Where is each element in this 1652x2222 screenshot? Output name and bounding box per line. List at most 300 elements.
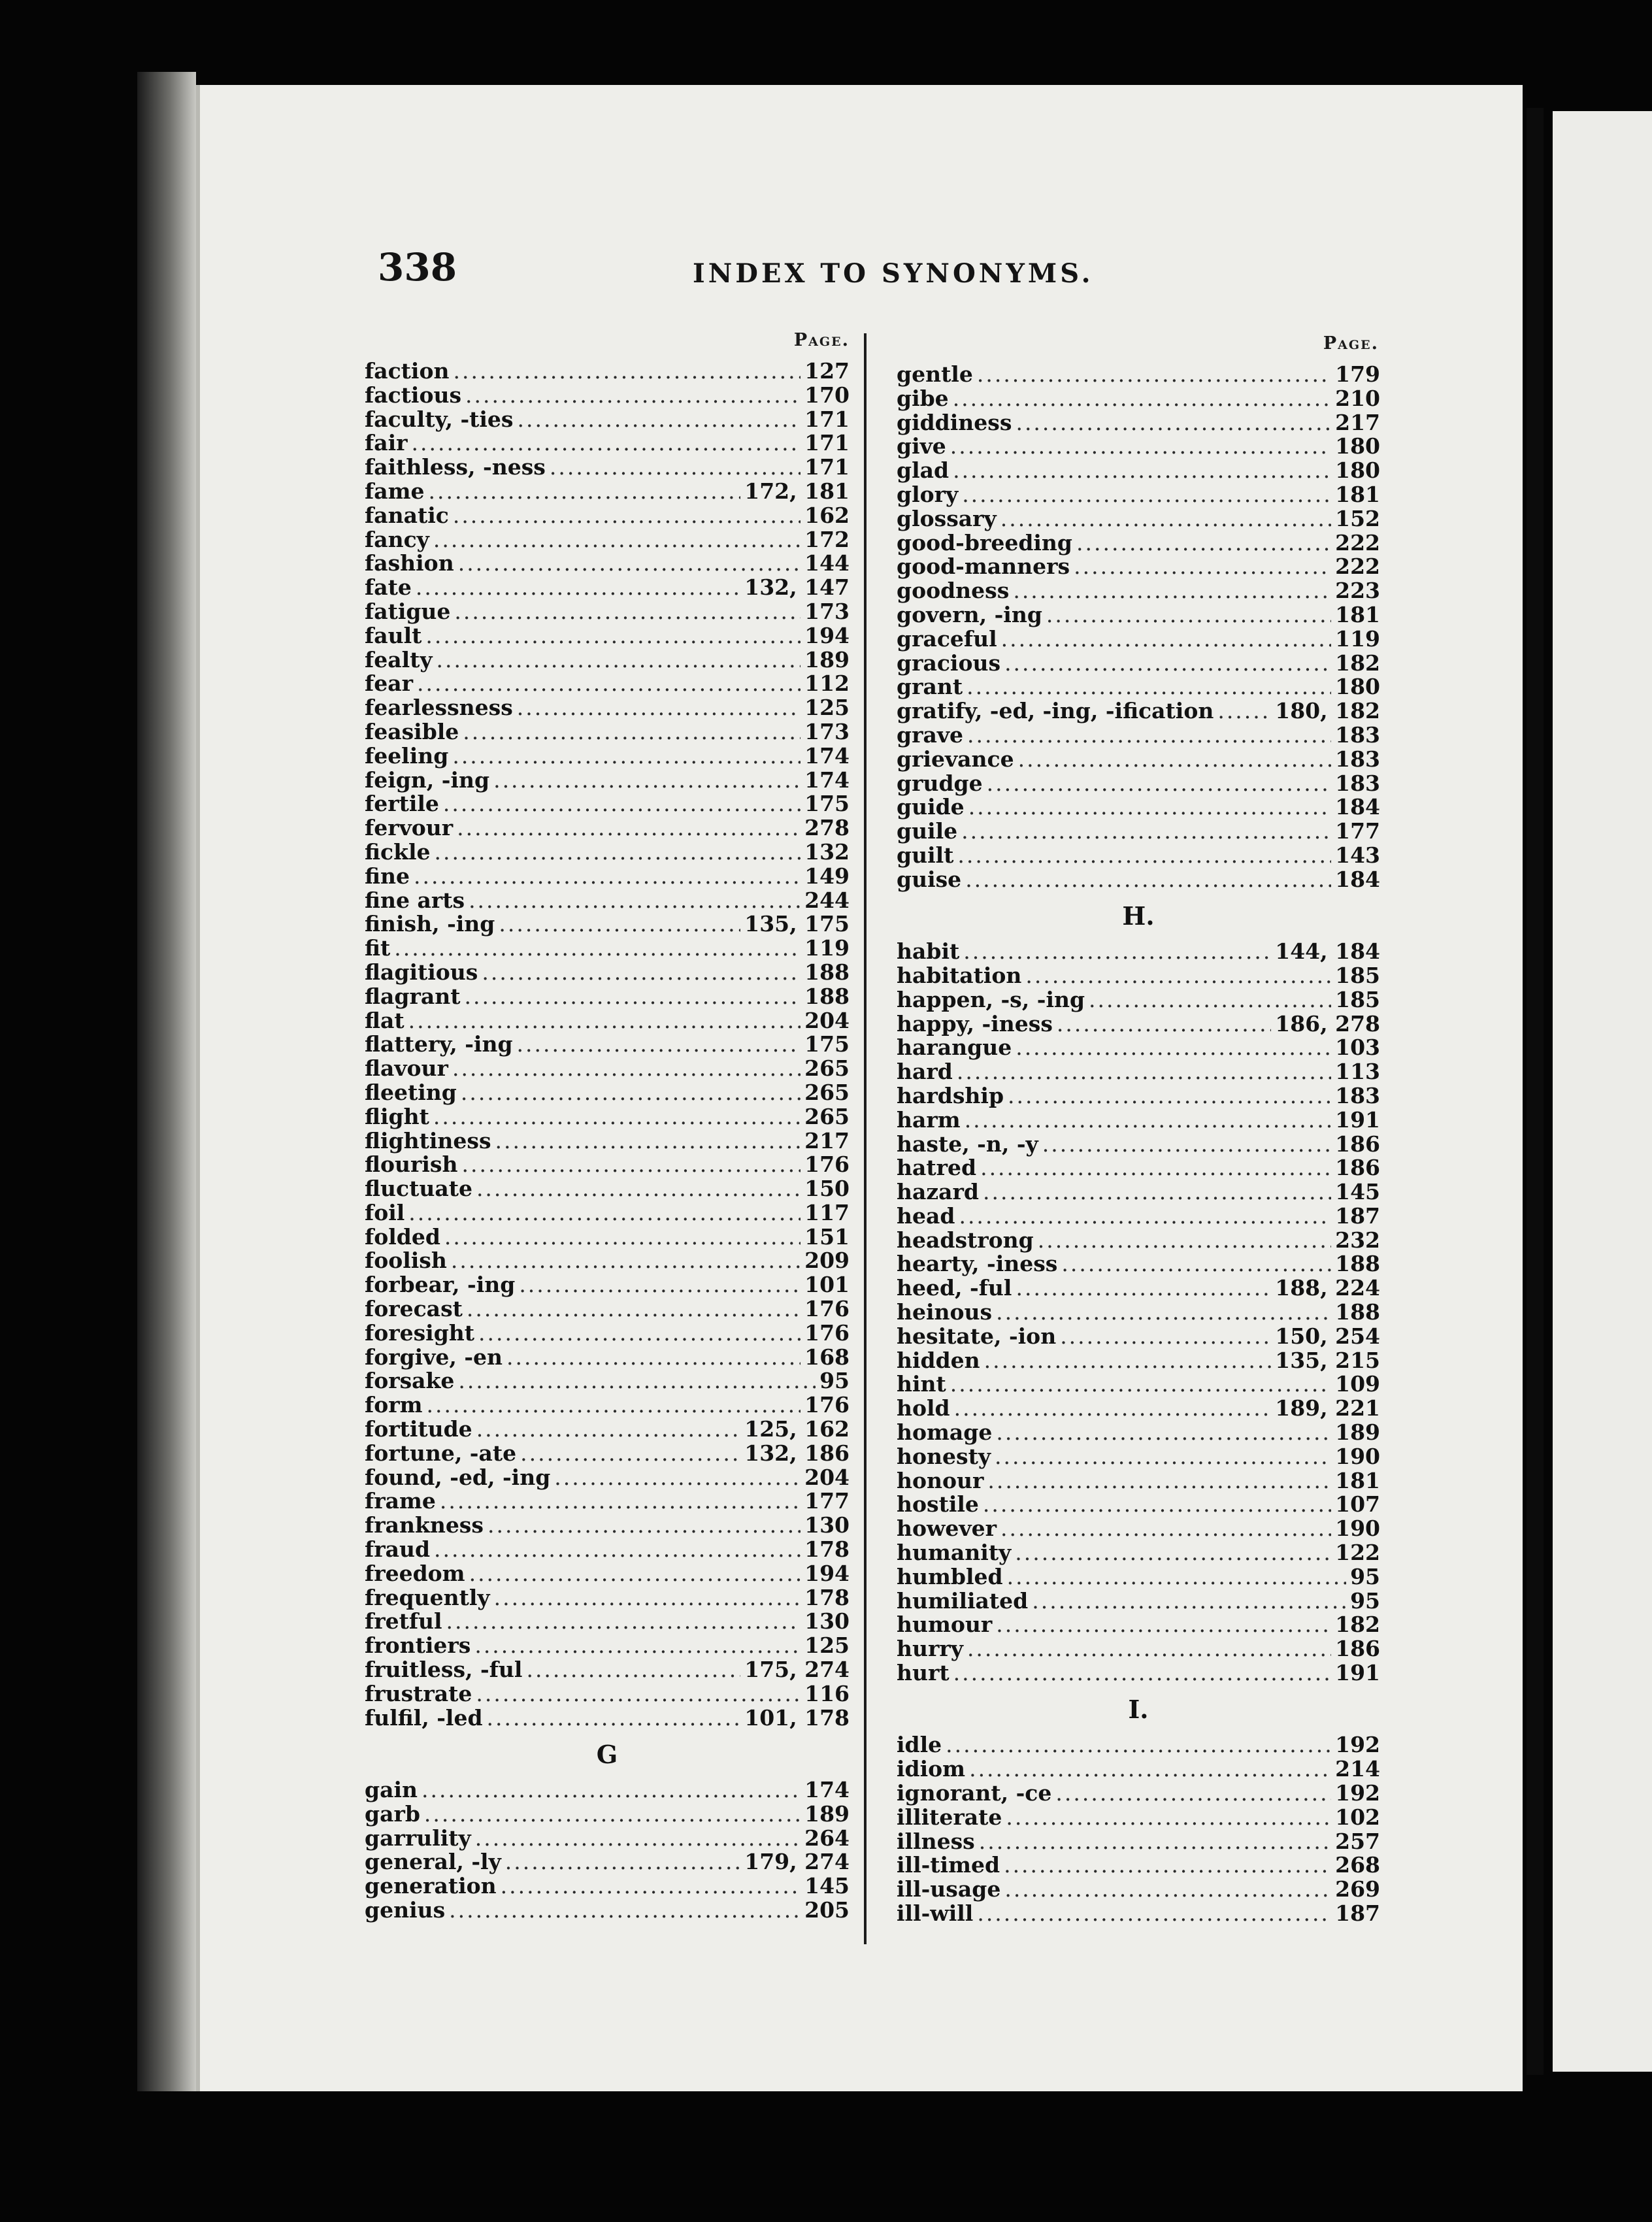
index-entry [365, 456, 850, 480]
adjacent-page-edge [1553, 111, 1652, 2072]
entry-term: feeling [365, 742, 449, 769]
column-divider [864, 333, 867, 1944]
entry-pages: 125 [804, 1633, 850, 1659]
entry-pages: 223 [1335, 578, 1380, 604]
index-entry [897, 555, 1380, 579]
entry-pages: 171 [804, 430, 850, 456]
leader-dots [476, 1418, 741, 1442]
index-entry [365, 792, 850, 816]
entry-pages: 232 [1335, 1227, 1380, 1253]
entry-term: faction [365, 358, 450, 384]
entry-pages: 205 [804, 1897, 850, 1923]
index-entry [897, 1060, 1380, 1084]
entry-pages: 144, 184 [1275, 938, 1380, 965]
index-entry [897, 1589, 1380, 1614]
entry-term: fertile [365, 791, 439, 817]
index-entry [897, 795, 1380, 820]
index-entry [365, 1706, 850, 1731]
leader-dots [1057, 1012, 1271, 1036]
entry-pages: 127 [804, 358, 850, 384]
index-entry [897, 1853, 1380, 1878]
leader-dots [1217, 699, 1271, 723]
entry-term: fame [365, 478, 425, 504]
leader-dots [478, 1321, 801, 1346]
entry-term: hold [897, 1395, 950, 1421]
index-entry [897, 1349, 1380, 1373]
leader-dots [461, 1081, 801, 1105]
entry-term: humbled [897, 1563, 1003, 1589]
entry-pages: 181 [1335, 481, 1380, 507]
leader-dots [1060, 1325, 1271, 1349]
index-entry [897, 1084, 1380, 1108]
index-entry [365, 1369, 850, 1393]
index-entry [365, 480, 850, 504]
index-entry [365, 359, 850, 384]
entry-term: flourish [365, 1152, 458, 1178]
index-entry [365, 889, 850, 913]
page-column-label-left: Page. [793, 330, 850, 350]
index-entry [897, 1108, 1380, 1133]
leader-dots [983, 1180, 1331, 1204]
index-entry [365, 1874, 850, 1899]
index-entry [365, 1009, 850, 1033]
entry-term: hurry [897, 1636, 963, 1662]
entry-term: flagrant [365, 983, 461, 1009]
entry-term: harm [897, 1106, 961, 1133]
leader-dots [495, 1129, 801, 1153]
entry-pages: 150 [804, 1176, 850, 1202]
entry-term: guilt [897, 842, 954, 868]
leader-dots [965, 1108, 1331, 1133]
leader-dots [554, 1466, 801, 1490]
index-entry [897, 1902, 1380, 1926]
leader-dots [493, 769, 801, 793]
entry-term: flattery, -ing [365, 1031, 513, 1057]
entry-term: hostile [897, 1491, 979, 1517]
entry-term: flightiness [365, 1127, 491, 1153]
entry-pages: 265 [804, 1055, 850, 1082]
leader-dots [494, 1586, 801, 1610]
entry-term: good-breeding [897, 529, 1072, 556]
index-entry [365, 1129, 850, 1153]
entry-term: hidden [897, 1347, 980, 1373]
index-entry [897, 868, 1380, 892]
index-entry [365, 504, 850, 528]
entry-pages: 173 [804, 718, 850, 744]
index-entry [897, 652, 1380, 676]
entry-term: fate [365, 574, 412, 601]
entry-pages: 177 [1335, 818, 1380, 844]
running-title: INDEX TO SYNONYMS. [693, 258, 1094, 289]
entry-pages: 112 [804, 671, 850, 697]
entry-pages: 175 [804, 1031, 850, 1057]
leader-dots [969, 1757, 1331, 1782]
leader-dots [1076, 531, 1331, 556]
index-entry [365, 431, 850, 456]
leader-dots [1004, 1853, 1331, 1878]
entry-term: hurt [897, 1660, 950, 1686]
entry-pages: 176 [804, 1296, 850, 1322]
entry-pages: 175 [804, 791, 850, 817]
leader-dots [1013, 579, 1331, 603]
index-entry [365, 1466, 850, 1490]
entry-term: flavour [365, 1055, 448, 1082]
leader-dots [427, 1393, 801, 1418]
leader-dots [953, 1661, 1331, 1685]
leader-dots [433, 1105, 801, 1129]
entry-term: fickle [365, 838, 431, 865]
entry-term: headstrong [897, 1227, 1034, 1253]
entry-pages: 185 [1335, 962, 1380, 988]
index-entry [897, 1325, 1380, 1349]
entry-term: fortitude [365, 1416, 472, 1442]
leader-dots [414, 865, 801, 889]
entry-term: fanatic [365, 502, 449, 528]
leader-dots [434, 840, 801, 865]
index-entry [897, 699, 1380, 723]
leader-dots [476, 1177, 801, 1201]
entry-pages: 101, 178 [744, 1704, 850, 1731]
index-entry [365, 1586, 850, 1610]
index-entry [365, 384, 850, 408]
entry-pages: 103 [1335, 1035, 1380, 1061]
index-entry [897, 579, 1380, 603]
entry-pages: 194 [804, 1560, 850, 1586]
entry-term: fleeting [365, 1079, 457, 1105]
leader-dots [968, 795, 1331, 820]
entry-pages: 178 [804, 1536, 850, 1563]
entry-term: giddiness [897, 409, 1012, 435]
entry-pages: 174 [804, 767, 850, 793]
entry-pages: 183 [1335, 746, 1380, 772]
entry-pages: 149 [804, 863, 850, 889]
leader-dots [452, 744, 801, 769]
leader-dots [518, 408, 801, 432]
entry-pages: 244 [804, 887, 850, 913]
entry-term: hesitate, -ion [897, 1323, 1057, 1349]
entry-pages: 113 [1335, 1059, 1380, 1085]
index-entry [365, 648, 850, 672]
index-entry [897, 1806, 1380, 1830]
index-entry [897, 1613, 1380, 1637]
entry-pages: 188 [804, 983, 850, 1009]
leader-dots [953, 459, 1331, 483]
entry-pages: 186, 278 [1275, 1010, 1380, 1036]
entry-pages: 186 [1335, 1155, 1380, 1181]
leader-dots [452, 1057, 801, 1081]
entry-pages: 184 [1335, 866, 1380, 892]
index-entry [365, 552, 850, 576]
index-entry [897, 363, 1380, 387]
entry-term: forsake [365, 1368, 455, 1394]
entry-term: fine [365, 863, 410, 889]
entry-term: heinous [897, 1299, 993, 1325]
index-entry [897, 1469, 1380, 1493]
index-entry [897, 603, 1380, 627]
entry-term: fatigue [365, 598, 451, 624]
leader-dots [467, 1297, 801, 1321]
leader-dots [977, 363, 1331, 387]
leader-dots [950, 1372, 1331, 1397]
entry-pages: 182 [1335, 650, 1380, 676]
entry-term: humanity [897, 1540, 1012, 1566]
index-entry [365, 1538, 850, 1562]
entry-pages: 188 [1335, 1251, 1380, 1277]
leader-dots [984, 1349, 1272, 1373]
leader-dots [444, 1225, 801, 1250]
entry-term: hearty, -iness [897, 1251, 1058, 1277]
leader-dots [453, 504, 801, 528]
entry-pages: 95 [1350, 1563, 1380, 1589]
entry-term: give [897, 433, 946, 459]
entry-pages: 264 [804, 1825, 850, 1851]
entry-term: ill-will [897, 1900, 974, 1926]
leader-dots [487, 1706, 741, 1731]
leader-dots [433, 528, 801, 552]
entry-pages: 187 [1335, 1202, 1380, 1229]
entry-term: fraud [365, 1536, 431, 1563]
entry-pages: 265 [804, 1079, 850, 1105]
index-entry [365, 1802, 850, 1827]
leader-dots [995, 1445, 1331, 1469]
leader-dots [1042, 1133, 1331, 1157]
leader-dots [408, 1009, 801, 1033]
entry-term: glory [897, 481, 959, 507]
entry-term: fealty [365, 646, 433, 672]
section-heading-i: I. [1128, 1695, 1149, 1725]
leader-dots [487, 1514, 801, 1538]
entry-term: genius [365, 1897, 446, 1923]
section-heading-h: H. [1122, 901, 1155, 931]
entry-term: frankness [365, 1512, 484, 1538]
index-entry [365, 1273, 850, 1297]
entry-pages: 191 [1335, 1106, 1380, 1133]
entry-pages: 183 [1335, 721, 1380, 748]
entry-term: head [897, 1202, 955, 1229]
leader-dots [437, 648, 801, 672]
index-entry [365, 1418, 850, 1442]
entry-pages: 175, 274 [744, 1657, 850, 1683]
entry-pages: 192 [1335, 1780, 1380, 1806]
index-entry [897, 1301, 1380, 1325]
entry-pages: 188, 224 [1275, 1275, 1380, 1301]
page-gutter [1527, 108, 1544, 2075]
leader-dots [1061, 1252, 1331, 1276]
entry-term: faithless, -ness [365, 454, 546, 480]
leader-dots [501, 1874, 801, 1899]
index-column-right [897, 363, 1380, 1926]
index-entry [897, 507, 1380, 531]
entry-pages: 176 [804, 1319, 850, 1346]
entry-term: happy, -iness [897, 1010, 1053, 1036]
index-entry [365, 1105, 850, 1129]
entry-pages: 189 [804, 646, 850, 672]
leader-dots [458, 552, 801, 576]
index-entry [365, 672, 850, 696]
entry-term: fluctuate [365, 1176, 472, 1202]
entry-term: grievance [897, 746, 1014, 772]
entry-pages: 171 [804, 406, 850, 432]
index-entry [365, 1057, 850, 1081]
entry-pages: 168 [804, 1344, 850, 1370]
leader-dots [1000, 507, 1331, 531]
entry-pages: 194 [804, 622, 850, 648]
index-entry [365, 961, 850, 985]
entry-pages: 192 [1335, 1732, 1380, 1758]
entry-pages: 257 [1335, 1828, 1380, 1854]
index-entry [365, 576, 850, 600]
index-entry [365, 1201, 850, 1225]
section-f-entries [365, 359, 850, 1730]
index-entry [365, 1177, 850, 1201]
entry-term: folded [365, 1223, 440, 1250]
index-entry [897, 435, 1380, 459]
entry-pages: 107 [1335, 1491, 1380, 1517]
leader-dots [1055, 1782, 1331, 1806]
leader-dots [1015, 1541, 1331, 1565]
index-entry [897, 1012, 1380, 1036]
entry-term: fancy [365, 526, 429, 552]
index-entry [897, 1372, 1380, 1397]
index-entry [897, 1757, 1380, 1782]
index-entry [365, 1610, 850, 1634]
entry-term: illiterate [897, 1804, 1002, 1830]
entry-term: garb [365, 1800, 420, 1827]
index-entry [365, 1249, 850, 1273]
leader-dots [443, 792, 801, 816]
entry-pages: 101 [804, 1272, 850, 1298]
leader-dots [967, 1637, 1331, 1661]
entry-pages: 278 [804, 815, 850, 841]
entry-pages: 265 [804, 1103, 850, 1129]
entry-pages: 130 [804, 1512, 850, 1538]
leader-dots [517, 696, 801, 720]
entry-term: hint [897, 1371, 946, 1397]
index-entry [897, 1830, 1380, 1854]
entry-term: fortune, -ate [365, 1440, 517, 1466]
section-g-continued-entries [897, 363, 1380, 892]
entry-term: foolish [365, 1248, 447, 1274]
index-entry [897, 1782, 1380, 1806]
index-entry [897, 772, 1380, 796]
index-entry [365, 1489, 850, 1514]
leader-dots [520, 1442, 740, 1466]
index-entry [897, 1517, 1380, 1541]
entry-term: gentle [897, 361, 973, 387]
entry-pages: 145 [1335, 1179, 1380, 1205]
entry-pages: 172, 181 [744, 478, 850, 504]
entry-pages: 176 [804, 1152, 850, 1178]
entry-pages: 151 [804, 1223, 850, 1250]
entry-pages: 152 [1335, 505, 1380, 531]
entry-pages: 95 [819, 1368, 850, 1394]
index-entry [897, 1733, 1380, 1757]
entry-pages: 177 [804, 1488, 850, 1514]
entry-term: good-manners [897, 554, 1070, 580]
leader-dots [957, 844, 1331, 868]
leader-dots [1046, 603, 1331, 627]
leader-dots [451, 1249, 801, 1273]
index-entry [897, 988, 1380, 1012]
entry-term: general, -ly [365, 1849, 501, 1875]
entry-pages: 125 [804, 695, 850, 721]
leader-dots [966, 675, 1331, 699]
leader-dots [953, 387, 1331, 411]
entry-pages: 143 [1335, 842, 1380, 868]
leader-dots [454, 600, 801, 624]
leader-dots [475, 1827, 801, 1851]
leader-dots [453, 359, 801, 384]
leader-dots [449, 1899, 801, 1923]
index-entry [897, 1878, 1380, 1902]
index-entry [897, 1661, 1380, 1685]
index-entry [365, 696, 850, 720]
index-entry [365, 1827, 850, 1851]
entry-term: flight [365, 1103, 429, 1129]
entry-term: freedom [365, 1560, 465, 1586]
leader-dots [965, 868, 1331, 892]
entry-term: humiliated [897, 1587, 1029, 1614]
leader-dots [987, 772, 1332, 796]
entry-pages: 95 [1350, 1587, 1380, 1614]
index-entry [897, 1229, 1380, 1253]
entry-term: however [897, 1516, 997, 1542]
index-entry [365, 1033, 850, 1057]
leader-dots [412, 431, 801, 456]
entry-pages: 209 [804, 1248, 850, 1274]
entry-pages: 210 [1335, 385, 1380, 411]
entry-term: ill-usage [897, 1876, 1001, 1902]
index-entry [897, 483, 1380, 507]
entry-term: honesty [897, 1443, 991, 1469]
leader-dots [465, 384, 801, 408]
index-entry [365, 937, 850, 961]
index-entry [365, 1297, 850, 1321]
entry-pages: 187 [1335, 1900, 1380, 1926]
entry-term: feign, -ing [365, 767, 490, 793]
index-entry [897, 459, 1380, 483]
index-entry [365, 816, 850, 840]
entry-term: fretful [365, 1608, 442, 1634]
leader-dots [1038, 1229, 1331, 1253]
leader-dots [457, 816, 801, 840]
index-entry [365, 408, 850, 432]
entry-pages: 125, 162 [744, 1416, 850, 1442]
leader-dots [1018, 748, 1331, 772]
entry-pages: 116 [804, 1680, 850, 1706]
entry-term: idiom [897, 1756, 966, 1782]
entry-term: homage [897, 1419, 993, 1446]
entry-term: guise [897, 866, 962, 892]
leader-dots [1008, 1084, 1331, 1108]
section-h-entries [897, 940, 1380, 1685]
leader-dots [954, 1397, 1272, 1421]
entry-term: gracious [897, 650, 1001, 676]
entry-term: found, -ed, -ing [365, 1464, 551, 1490]
index-entry [365, 1850, 850, 1874]
section-i-entries [897, 1733, 1380, 1925]
entry-term: harangue [897, 1035, 1012, 1061]
leader-dots [469, 1562, 801, 1586]
leader-dots [1074, 555, 1331, 579]
index-entry [897, 1036, 1380, 1060]
leader-dots [464, 985, 801, 1009]
entry-pages: 132 [804, 838, 850, 865]
entry-pages: 180 [1335, 457, 1380, 484]
leader-dots [1000, 1517, 1331, 1541]
leader-dots [996, 1301, 1331, 1325]
entry-term: fruitless, -ful [365, 1657, 523, 1683]
